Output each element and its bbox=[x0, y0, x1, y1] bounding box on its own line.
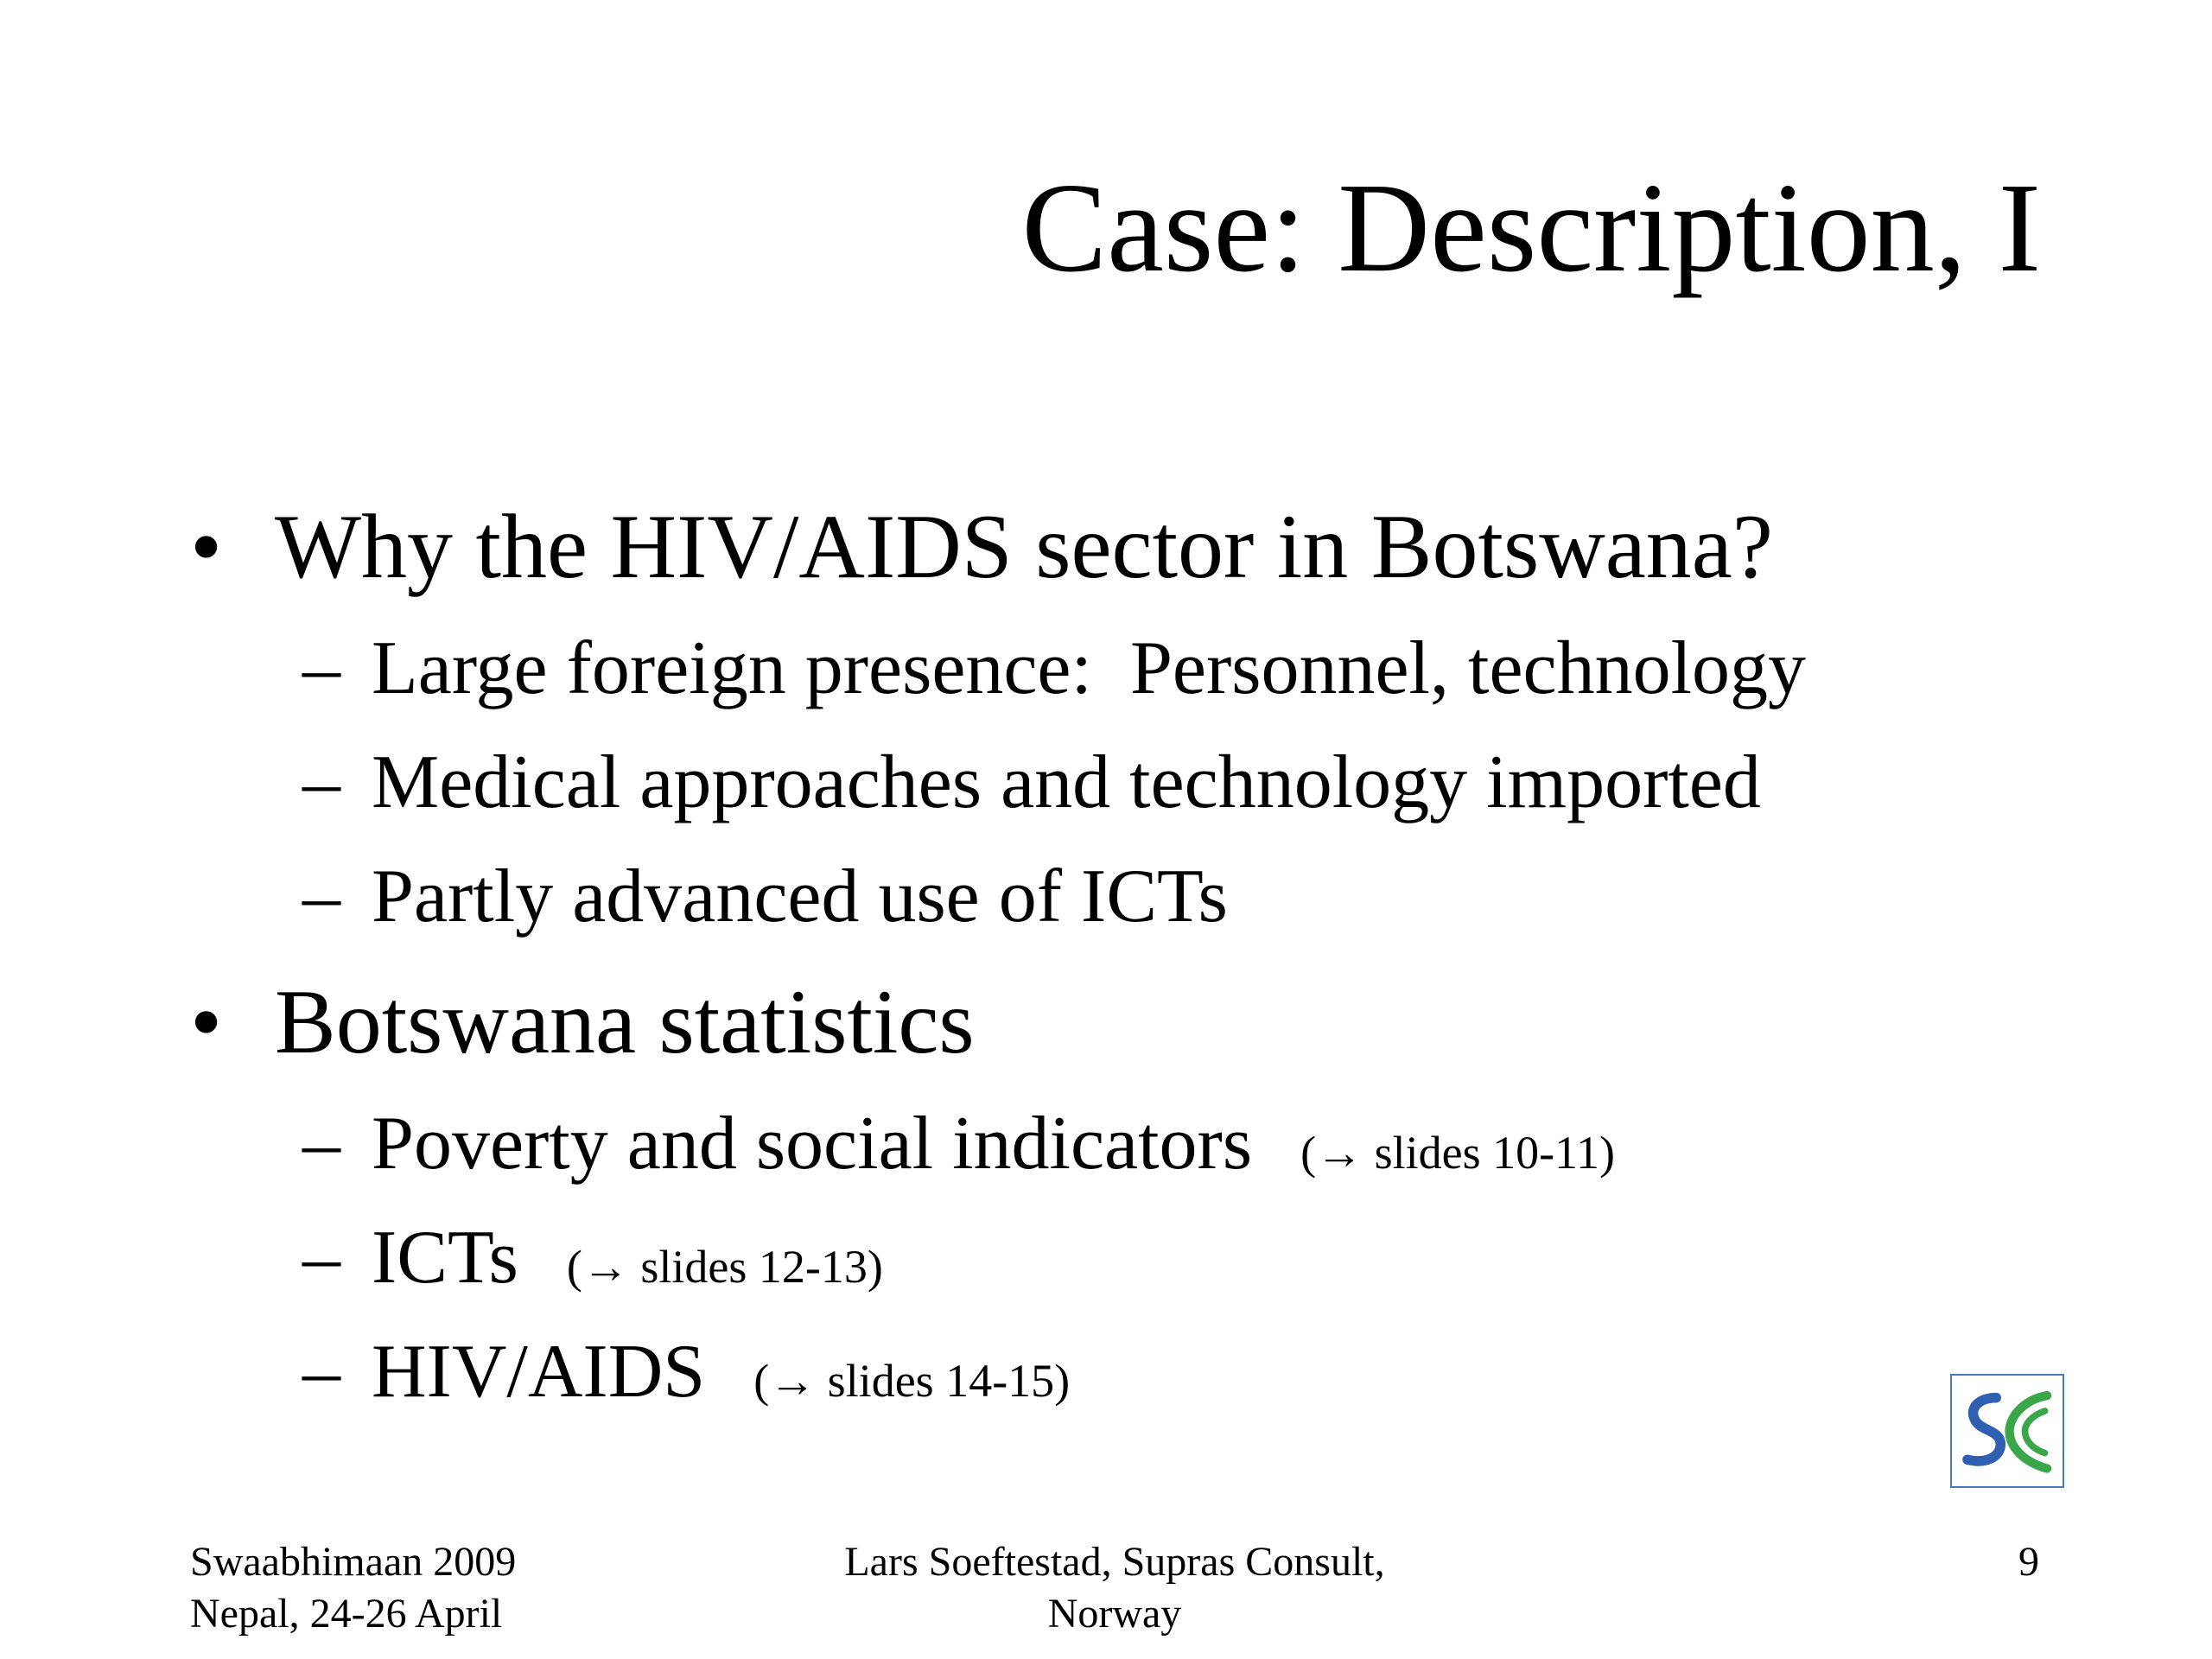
sub-bullet-dash: – bbox=[302, 855, 340, 938]
bullet-dot: • bbox=[190, 496, 223, 597]
bullet-text: Botswana statistics bbox=[275, 971, 975, 1072]
footer-event-location-date: Nepal, 24-26 April bbox=[190, 1591, 503, 1637]
sub-bullet-text bbox=[372, 626, 1807, 710]
bullet-dot: • bbox=[190, 971, 223, 1072]
sub-bullet-dash: – bbox=[302, 1102, 340, 1185]
sub-bullet-text bbox=[372, 741, 1761, 824]
sub-bullet-label: ICTs bbox=[372, 1216, 518, 1300]
slide-reference-note: (→ slides 14-15) bbox=[753, 1355, 1071, 1407]
sub-bullet-dash: – bbox=[302, 741, 340, 824]
sub-bullet-text bbox=[372, 1102, 1616, 1185]
footer-author-info bbox=[760, 1536, 1469, 1640]
sub-bullet-dash: – bbox=[302, 626, 340, 710]
sub-bullet-text bbox=[372, 855, 1228, 938]
sub-bullet-text bbox=[372, 1216, 883, 1300]
sub-bullet-label: Large foreign presence: Personnel, technology bbox=[372, 626, 1807, 710]
sub-bullet-label: Poverty and social indicators bbox=[372, 1102, 1253, 1185]
slide-reference-note: (→ slides 12-13) bbox=[566, 1241, 883, 1293]
footer-event-name: Swaabhimaan 2009 bbox=[190, 1539, 517, 1585]
bullet-text: Why the HIV/AIDS sector in Botswana? bbox=[275, 496, 1773, 597]
sub-bullet-label: Medical approaches and technology imported bbox=[372, 741, 1761, 824]
footer-author-line-2: Norway bbox=[1047, 1591, 1182, 1637]
page-number: 9 bbox=[2018, 1539, 2039, 1585]
sub-bullet-label: HIV/AIDS bbox=[372, 1330, 706, 1414]
logo-graphic bbox=[1952, 1376, 2063, 1486]
sub-bullet-dash: – bbox=[302, 1330, 340, 1414]
footer-author-line-1: Lars Soeftestad, Supras Consult, bbox=[844, 1539, 1385, 1585]
supras-consult-logo-icon bbox=[1950, 1374, 2064, 1488]
slide-title: Case: Description, I bbox=[1021, 157, 2041, 299]
sub-bullet-label: Partly advanced use of ICTs bbox=[372, 855, 1228, 938]
sub-bullet-dash: – bbox=[302, 1216, 340, 1300]
slide-reference-note: (→ slides 10-11) bbox=[1300, 1127, 1616, 1179]
footer-event-info bbox=[190, 1536, 516, 1640]
sub-bullet-text bbox=[372, 1330, 1071, 1414]
